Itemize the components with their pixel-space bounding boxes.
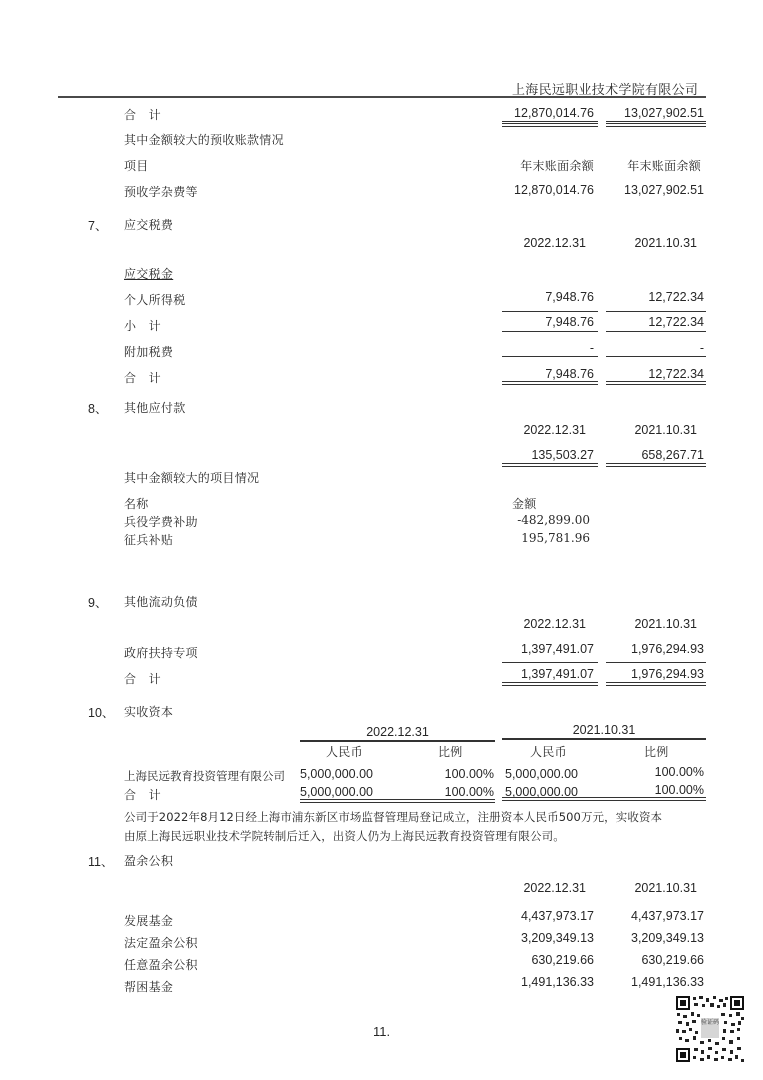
page-number: 11.: [373, 1024, 391, 1039]
s10-total-label: 合 计: [124, 788, 161, 802]
s6-underline-2: [606, 121, 706, 122]
s8-date-2: 2021.10.31: [634, 423, 697, 437]
s7-rule: [502, 331, 598, 332]
s9-row-label: 政府扶持专项: [124, 646, 198, 660]
s8-col-name: 名称: [124, 497, 149, 511]
s7-subtotal-value: 7,948.76: [545, 315, 594, 329]
qr-code-icon[interactable]: [675, 995, 745, 1063]
s8-total-2: 658,267.71: [641, 448, 704, 462]
s7-double-rule: [502, 381, 598, 385]
s7-date-1: 2022.12.31: [523, 236, 586, 250]
s8-row-label: 兵役学费补助: [124, 515, 198, 529]
s11-number: 11、: [88, 855, 114, 869]
s11-row-label: 帮困基金: [124, 980, 174, 994]
qr-label: 验证码: [701, 1019, 720, 1026]
s10-note-line-2: 由原上海民远职业技术学院转制后迁入，出资人仍为上海民远教育投资管理有限公司。: [124, 829, 565, 843]
s7-number: 7、: [88, 219, 108, 233]
s7-row-label: 个人所得税: [124, 293, 186, 307]
s10-date-1: 2022.12.31: [366, 725, 429, 739]
s8-col-amount: 金额: [512, 497, 537, 511]
s10-subheader-ratio-2: 比例: [644, 745, 669, 759]
qr-pattern: [675, 995, 745, 1063]
header-rule: [58, 96, 706, 98]
s6-detail-heading: 其中金额较大的预收账款情况: [124, 133, 284, 147]
s10-row-label: 上海民远教育投资管理有限公司: [124, 769, 285, 783]
s7-row-value: 7,948.76: [545, 290, 594, 304]
s8-row-value: -482,899.00: [517, 513, 590, 527]
s10-total-rmb-1: 5,000,000.00: [300, 785, 373, 799]
s7-double-rule: [606, 381, 706, 385]
s8-title: 其他应付款: [124, 401, 186, 415]
s6-row-value-1: 12,870,014.76: [514, 183, 594, 197]
s8-date-1: 2022.12.31: [523, 423, 586, 437]
s10-subheader-rmb-1: 人民币: [326, 745, 363, 759]
s6-row-value-2: 13,027,902.51: [624, 183, 704, 197]
s9-rule: [502, 662, 598, 663]
s7-date-2: 2021.10.31: [634, 236, 697, 250]
s6-col-label: 项目: [124, 159, 149, 173]
s9-row-value: 1,397,491.07: [521, 642, 594, 656]
s7-rule: [606, 311, 706, 312]
s6-col-header-1: 年末账面余额: [520, 159, 594, 173]
s9-title: 其他流动负债: [124, 595, 198, 609]
s6-total-label: 合 计: [124, 108, 161, 122]
s11-row-value: 1,491,136.33: [631, 975, 704, 989]
s6-total-value-1: 12,870,014.76: [514, 106, 594, 120]
s8-number: 8、: [88, 402, 108, 416]
s10-header-rule-2: [502, 738, 706, 740]
s11-row-value: 4,437,973.17: [631, 909, 704, 923]
s7-rule: [502, 356, 598, 357]
s10-date-2: 2021.10.31: [572, 723, 636, 737]
s9-total-value: 1,397,491.07: [521, 667, 594, 681]
s10-title: 实收资本: [124, 705, 174, 719]
s11-row-value: 630,219.66: [641, 953, 704, 967]
s11-date-2: 2021.10.31: [634, 881, 697, 895]
s9-double-rule: [502, 682, 598, 686]
s10-row-ratio-1: 100.00%: [444, 767, 494, 781]
s10-row-rmb-1: 5,000,000.00: [300, 767, 373, 781]
s7-rule: [606, 356, 706, 357]
s7-row-value: 12,722.34: [648, 290, 704, 304]
s6-underline-1: [502, 121, 598, 122]
s7-subtotal-label: 小 计: [124, 319, 161, 333]
s8-detail-heading: 其中金额较大的项目情况: [124, 471, 260, 485]
s7-title: 应交税费: [124, 218, 174, 232]
s9-double-rule: [606, 682, 706, 686]
s8-double-rule: [606, 463, 706, 467]
s6-double-rule-1: [502, 123, 598, 127]
s11-title: 盈余公积: [124, 854, 174, 868]
s10-subheader-rmb-2: 人民币: [530, 745, 567, 759]
s11-row-value: 630,219.66: [531, 953, 594, 967]
s6-double-rule-2: [606, 123, 706, 127]
s10-row-ratio-2: 100.00%: [654, 765, 704, 779]
s10-row-rmb-2: 5,000,000.00: [505, 767, 578, 781]
s10-header-rule-1: [300, 740, 495, 742]
s9-date-1: 2022.12.31: [523, 617, 586, 631]
s10-double-rule-2: [502, 797, 706, 801]
s9-total-value: 1,976,294.93: [631, 667, 704, 681]
s7-sub-heading: 应交税金: [124, 267, 174, 281]
s11-row-value: 3,209,349.13: [631, 931, 704, 945]
s6-total-value-2: 13,027,902.51: [624, 106, 704, 120]
s8-double-rule: [502, 463, 598, 467]
s9-row-value: 1,976,294.93: [631, 642, 704, 656]
s11-date-1: 2022.12.31: [523, 881, 586, 895]
s7-subtotal-value: 12,722.34: [648, 315, 704, 329]
s6-col-header-2: 年末账面余额: [627, 159, 701, 173]
s7-surcharge-label: 附加税费: [124, 345, 174, 359]
s9-rule: [606, 662, 706, 663]
s7-total-value: 7,948.76: [545, 367, 594, 381]
s7-surcharge-value: -: [699, 341, 704, 355]
s8-total-1: 135,503.27: [531, 448, 594, 462]
s10-total-rmb-2: 5,000,000.00: [505, 785, 578, 799]
s9-total-label: 合 计: [124, 672, 161, 686]
s11-row-value: 4,437,973.17: [521, 909, 594, 923]
s10-double-rule-1: [300, 799, 495, 803]
s10-total-ratio-2: 100.00%: [654, 783, 704, 797]
s6-row-label: 预收学杂费等: [124, 185, 198, 199]
s7-surcharge-value: -: [589, 341, 594, 355]
s8-row-label: 征兵补贴: [124, 533, 174, 547]
s9-date-2: 2021.10.31: [634, 617, 697, 631]
s11-row-label: 法定盈余公积: [124, 936, 198, 950]
s7-rule: [606, 331, 706, 332]
s10-number: 10、: [88, 706, 115, 720]
s9-number: 9、: [88, 596, 108, 610]
s11-row-label: 任意盈余公积: [124, 958, 198, 972]
s7-total-label: 合 计: [124, 371, 161, 385]
s7-rule: [502, 311, 598, 312]
s11-row-value: 1,491,136.33: [521, 975, 594, 989]
company-header: 上海民远职业技术学院有限公司: [512, 83, 699, 98]
s8-row-value: 195,781.96: [521, 531, 590, 545]
s10-total-ratio-1: 100.00%: [444, 785, 494, 799]
s10-note-line-1: 公司于2022年8月12日经上海市浦东新区市场监督管理局登记成立，注册资本人民币500万元，实收资本: [124, 810, 663, 824]
s7-total-value: 12,722.34: [648, 367, 704, 381]
s11-row-label: 发展基金: [124, 914, 174, 928]
s11-row-value: 3,209,349.13: [521, 931, 594, 945]
s10-subheader-ratio-1: 比例: [438, 745, 463, 759]
